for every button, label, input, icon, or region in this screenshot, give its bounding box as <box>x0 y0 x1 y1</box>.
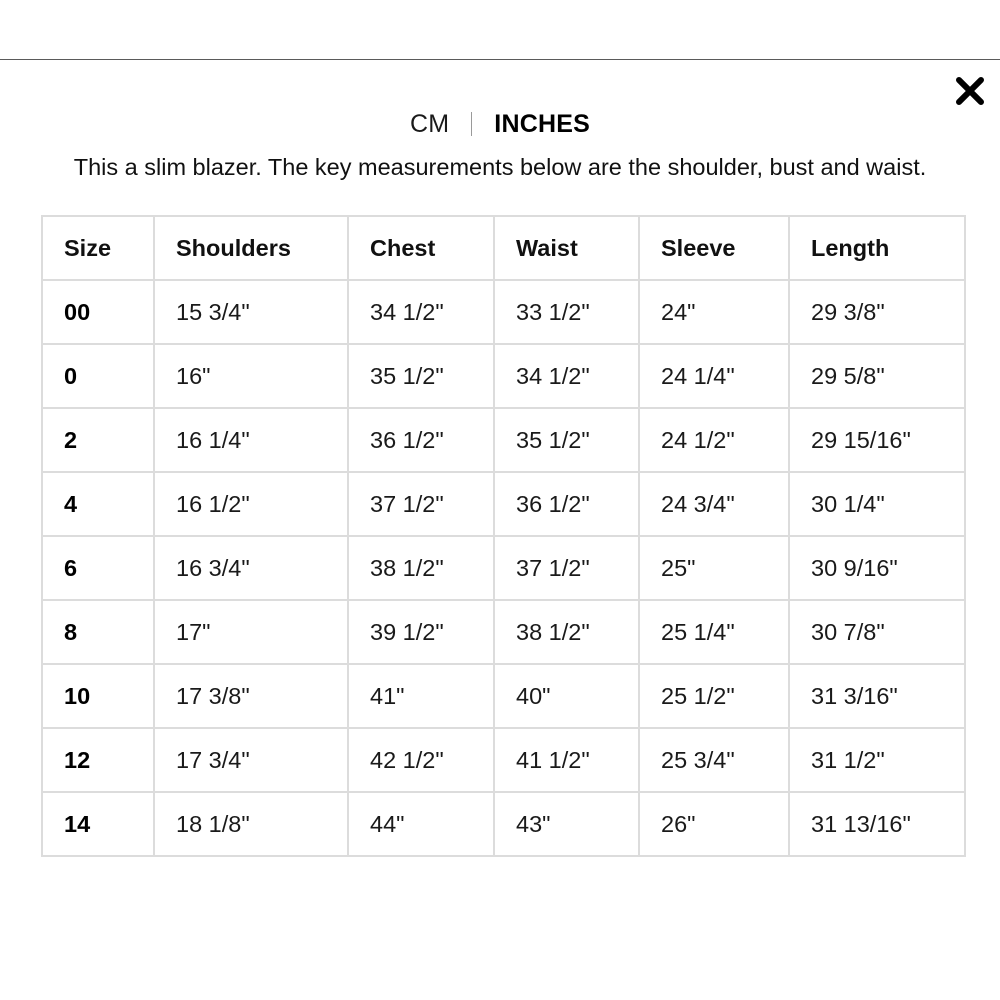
measurement-cell: 16 1/4" <box>154 408 348 472</box>
measurement-cell: 24 1/4" <box>639 344 789 408</box>
measurement-cell: 17 3/4" <box>154 728 348 792</box>
measurement-cell: 24" <box>639 280 789 344</box>
size-cell: 14 <box>42 792 154 856</box>
measurement-cell: 35 1/2" <box>348 344 494 408</box>
measurement-cell: 39 1/2" <box>348 600 494 664</box>
top-divider <box>0 59 1000 60</box>
measurement-cell: 25 3/4" <box>639 728 789 792</box>
measurement-cell: 17" <box>154 600 348 664</box>
column-header-size: Size <box>42 216 154 280</box>
measurement-cell: 38 1/2" <box>348 536 494 600</box>
size-cell: 6 <box>42 536 154 600</box>
measurement-cell: 34 1/2" <box>494 344 639 408</box>
measurement-cell: 17 3/8" <box>154 664 348 728</box>
table-body <box>42 280 965 856</box>
measurement-cell: 29 3/8" <box>789 280 965 344</box>
measurement-cell: 30 7/8" <box>789 600 965 664</box>
size-cell: 10 <box>42 664 154 728</box>
table-row <box>42 536 965 600</box>
unit-toggle <box>0 108 1000 140</box>
measurement-cell: 25 1/2" <box>639 664 789 728</box>
size-cell: 0 <box>42 344 154 408</box>
column-header-chest: Chest <box>348 216 494 280</box>
measurement-cell: 18 1/8" <box>154 792 348 856</box>
measurement-cell: 44" <box>348 792 494 856</box>
measurement-cell: 35 1/2" <box>494 408 639 472</box>
measurement-cell: 37 1/2" <box>348 472 494 536</box>
table-row <box>42 792 965 856</box>
size-cell: 12 <box>42 728 154 792</box>
measurement-cell: 16 3/4" <box>154 536 348 600</box>
measurement-cell: 38 1/2" <box>494 600 639 664</box>
measurement-cell: 31 3/16" <box>789 664 965 728</box>
measurement-cell: 41 1/2" <box>494 728 639 792</box>
measurement-cell: 30 1/4" <box>789 472 965 536</box>
size-cell: 8 <box>42 600 154 664</box>
measurement-cell: 30 9/16" <box>789 536 965 600</box>
measurement-cell: 42 1/2" <box>348 728 494 792</box>
measurement-cell: 33 1/2" <box>494 280 639 344</box>
measurement-cell: 37 1/2" <box>494 536 639 600</box>
measurement-cell: 31 13/16" <box>789 792 965 856</box>
size-table <box>41 215 966 857</box>
measurement-cell: 24 1/2" <box>639 408 789 472</box>
measurement-cell: 34 1/2" <box>348 280 494 344</box>
unit-option-cm[interactable]: CM <box>410 109 450 138</box>
measurement-cell: 41" <box>348 664 494 728</box>
table-row <box>42 664 965 728</box>
table-row <box>42 728 965 792</box>
table-row <box>42 472 965 536</box>
measurement-cell: 29 5/8" <box>789 344 965 408</box>
measurement-cell: 26" <box>639 792 789 856</box>
header-row <box>42 216 965 280</box>
unit-separator <box>471 112 472 136</box>
column-header-waist: Waist <box>494 216 639 280</box>
unit-option-inches[interactable]: INCHES <box>494 109 590 138</box>
measurement-cell: 29 15/16" <box>789 408 965 472</box>
table-row <box>42 280 965 344</box>
measurement-cell: 36 1/2" <box>494 472 639 536</box>
measurement-cell: 36 1/2" <box>348 408 494 472</box>
fit-note: This a slim blazer. The key measurements below are the shoulder, bust and waist. <box>73 154 927 180</box>
measurement-cell: 24 3/4" <box>639 472 789 536</box>
close-icon <box>953 74 987 108</box>
measurement-cell: 25" <box>639 536 789 600</box>
measurement-cell: 25 1/4" <box>639 600 789 664</box>
measurement-cell: 15 3/4" <box>154 280 348 344</box>
measurement-cell: 16 1/2" <box>154 472 348 536</box>
size-cell: 2 <box>42 408 154 472</box>
column-header-length: Length <box>789 216 965 280</box>
close-button[interactable] <box>953 74 987 108</box>
table-row <box>42 600 965 664</box>
column-header-shoulders: Shoulders <box>154 216 348 280</box>
measurement-cell: 16" <box>154 344 348 408</box>
measurement-cell: 31 1/2" <box>789 728 965 792</box>
table-row <box>42 344 965 408</box>
column-header-sleeve: Sleeve <box>639 216 789 280</box>
measurement-cell: 43" <box>494 792 639 856</box>
size-cell: 00 <box>42 280 154 344</box>
size-cell: 4 <box>42 472 154 536</box>
measurement-cell: 40" <box>494 664 639 728</box>
table-row <box>42 408 965 472</box>
